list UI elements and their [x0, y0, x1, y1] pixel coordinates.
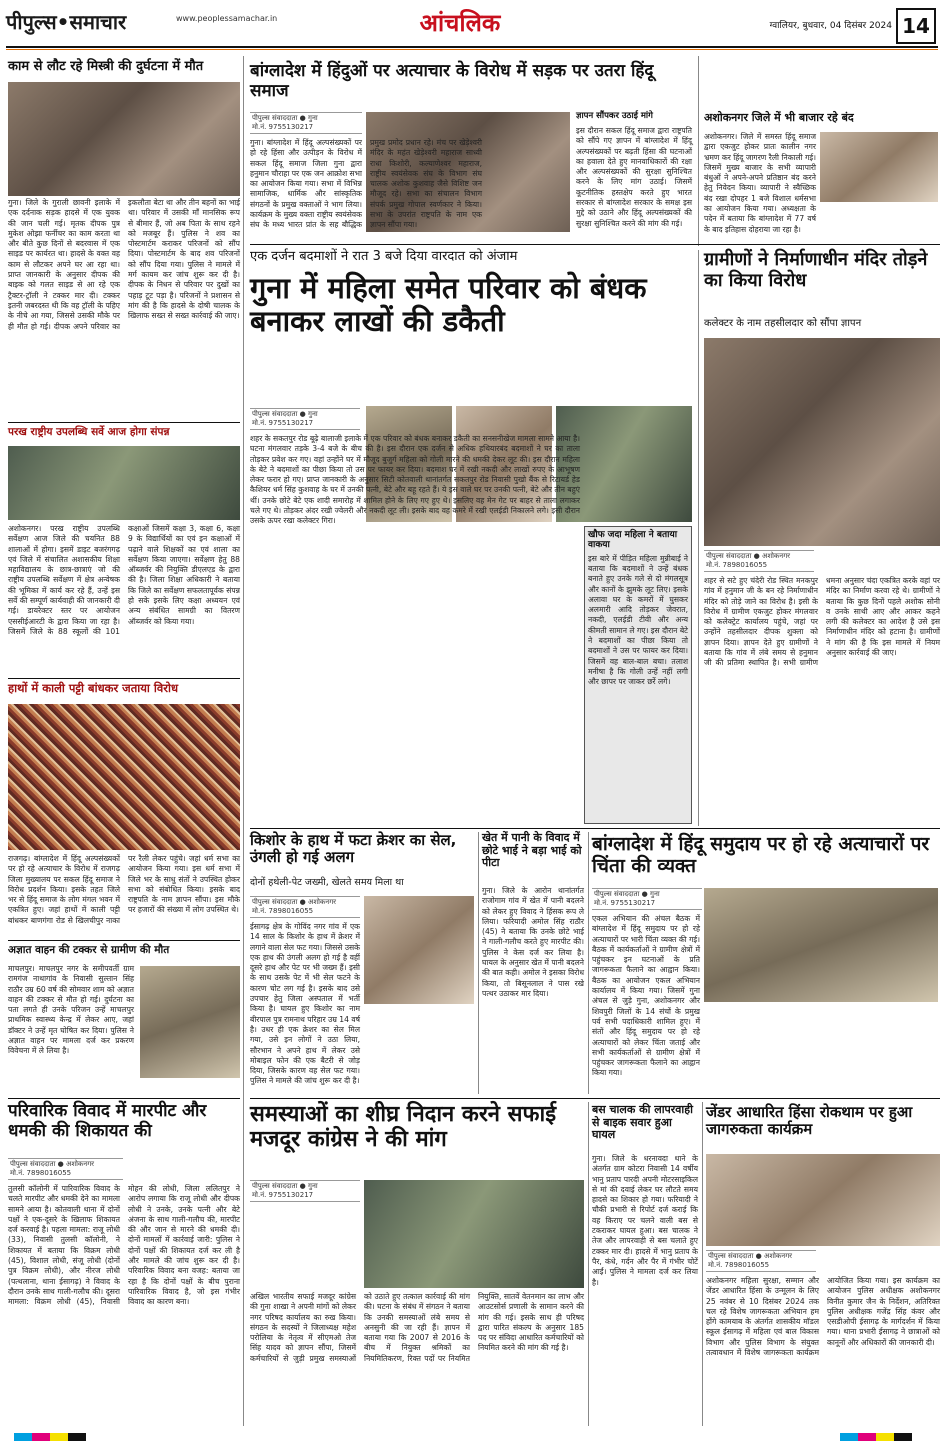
byline-mobile: मो.नं. 9755130217 [252, 123, 314, 131]
story14-headline: बस चालक की लापरवाही से बाइक सवार हुआ घायल [592, 1103, 693, 1142]
divider [250, 828, 940, 829]
column-divider [698, 56, 699, 246]
story3-headline: हाथों में काली पट्टी बांधकर जताया विरोध [8, 681, 179, 695]
story10-headline: किशोर के हाथ में फटा क्रेशर का सेल, उंगली हो गई अलग [250, 831, 457, 867]
story1-headline: काम से लौट रहे मिस्त्री की दुर्घटना में मौत [8, 59, 204, 74]
story15-body: अशोकनगर महिला सुरक्षा, सम्मान और जेंडर आधारित हिंसा के उन्मूलन के लिए 25 नवंबर से 10 दिसंबर 2024 तक चल रहे विशेष जागरूकता अभियान हम होंगे कामयाब के अंतर्गत शासकीय मॉडल स्कूल ईसागढ़ में महिला एवं बाल विकास विभाग और पुलिस विभाग के संयुक्त तत्वावधान में विशेष जागरूकता कार्यक्रम आयोजित किया गया। इस कार्यक्रम का आयोजन पुलिस अधीक्षक अशोकनगर विनीत कुमार जैन के निर्देशन, अतिरिक्त पुलिस अधीक्षक गजेंद्र सिंह कंवर और एसडीओपी ईसागढ़ के मार्गदर्शन में किया गया। थाना प्रभारी ईसागढ़ ने छात्राओं को कानूनों और अधिकारों की जानकारी दी। [706, 1276, 940, 1358]
story8-side-box [584, 526, 692, 824]
story3-photo [8, 704, 240, 850]
story13-photo [364, 1180, 584, 1288]
column-divider [243, 56, 244, 1426]
story10-byline [250, 896, 360, 918]
story8-kicker: एक दर्जन बदमाशों ने रात 3 बजे दिया वारदात को अंजाम [250, 249, 518, 264]
section-title: आंचलिक [419, 8, 501, 37]
print-color-bar-left [14, 1433, 86, 1441]
story5-byline [8, 1158, 123, 1180]
column-divider [698, 250, 699, 826]
story1-photo [8, 82, 240, 196]
story9-byline [704, 550, 814, 572]
byline-name: पीपुल्स संवाददाता ● अशोकनगर [252, 898, 336, 906]
byline-mobile: मो.नं. 7898016055 [10, 1169, 72, 1177]
story8-headline: गुना में महिला समेत परिवार को बंधक बनाकर लाखों की डकैती [250, 271, 647, 339]
story4-photo [140, 966, 240, 1078]
story10-photo [364, 896, 474, 1004]
story4-body: माचलपुर। माचलपुर नगर के समीपवर्ती ग्राम रामगंज नाथागांव के निवासी सुल्तान सिंह राठौर उम्र 60 वर्ष की सोमवार शाम को अज्ञात वाहन की टक्कर से मौत हो गई। दुर्घटना का पता लगते ही उनके परिजन उन्हें माचलपुर प्राथमिक स्वास्थ्य केन्द्र में लेकर आए, जहां डॉक्टर ने उन्हें मृत घोषित कर दिया। पुलिस ने अज्ञात वाहन पर मामला दर्ज कर प्रकरण विवेचना में ले लिया है। [8, 964, 135, 1056]
story7-photo [820, 132, 938, 202]
story7-body: अशोकनगर। जिले में समस्त हिंदू समाज द्वारा एकजुट होकर प्रातः कालीन नगर भ्रमण कर हिंदू जागरण रैली निकाली गई। जिसमें मुख्य बाजार के सभी व्यापारी बंधुओं ने अपने-अपने प्रतिष्ठान बंद करने हेतु निवेदन किया। व्यापारी ने स्वैच्छिक बंद रखा दोपहर 1 बजे विशाल धर्मसभा का आयोजन किया गया। अध्यक्षता के पदेन में बताया कि बांग्लादेश में 77 वर्ष के बाद इतिहास दोहराया जा रहा है। [704, 132, 816, 234]
edition-date: ग्वालियर, बुधवार, 04 दिसंबर 2024 [769, 21, 892, 31]
masthead-accent-rule [6, 49, 938, 50]
divider [8, 1098, 240, 1099]
divider [250, 244, 940, 245]
byline-name: पीपुल्स संवाददाता ● अशोकनगर [706, 552, 790, 560]
story9-subhead: कलेक्टर के नाम तहसीलदार को सौंपा ज्ञापन [704, 318, 862, 329]
divider [8, 940, 240, 941]
column-divider [588, 832, 589, 1094]
byline-name: पीपुल्स संवाददाता ● गुना [594, 890, 660, 898]
story6-byline [250, 112, 362, 134]
story11-body: गुना। जिले के आरोन थानांतर्गत राजोगाम गांव में खेत में पानी बदलने को लेकर हुए विवाद ने हिंसक रूप ले लिया। फरियादी अमोल सिंह राठौर (45) ने बताया कि उनके छोटे भाई ने गाली-गलौच करते हुए मारपीट की। पुलिस ने केस दर्ज कर लिया है। घायल के अनुसार खेत में पानी बदलने की बात कही। अमोल ने इसका विरोध किया, तो बिसूनलाल ने पास रखे पत्थर उठाकर मार दिया। [482, 886, 584, 998]
story6-subhead: ज्ञापन सौंपकर उठाई मांगे [576, 111, 653, 121]
story11-headline: खेत में पानी के विवाद में छोटे भाई ने बड़ा भाई को पीटा [482, 831, 582, 870]
column-divider [478, 832, 479, 1094]
story3-body: राजगढ़। बांग्लादेश में हिंदू अल्पसंख्यकों पर हो रहे अत्याचार के विरोध में राजगढ़ जिला मुख्यालय पर सकल हिंदू समाज ने विरोध प्रदर्शन किया। इसके तहत जिले भर से हिंदू समाज के लोग मंगल भवन में एकत्रित हुए। जहां हाथों में काली पट्टी बांधकर बाणगंगा रोड से खिलचीपुर नाका पर रैली लेकर पहुंचे। जहां धर्म सभा का आयोजन किया गया। इस धर्म सभा में जिले भर के साधु संतों ने उपस्थित होकर सभा को संबोधित किया। इसके बाद राष्ट्रपति के नाम ज्ञापन सौंपा। इस मौके पर हजारों की संख्या में लोग उपस्थित थे। [8, 854, 240, 925]
story14-body: गुना। जिले के धरनावदा थाने के अंतर्गत ग्राम कोटरा निवासी 14 वर्षीय भानु प्रताप पारदी अपनी मोटरसाइकिल से मां की दवाई लेकर घर लौटते समय हादसे का शिकार हो गया। फरियादी ने चौकी प्रभारी से रिपोर्ट दर्ज कराई कि वह किराए पर चलने वाली बस से टकराकर घायल हुआ। बस चालक ने तेज और लापरवाही से बस चलाते हुए टक्कर मार दी। हादसे में भानु प्रताप के पैर, कंधे, गर्दन और पैर में गंभीर चोटें आईं। पुलिस ने मामला दर्ज कर लिया है। [592, 1154, 698, 1287]
story12-photo [704, 888, 938, 1002]
story13-headline: समस्याओं का शीघ्र निदान करने सफाई मजदूर कांग्रेस ने की मांग [250, 1102, 557, 1153]
story12-headline: बांग्लादेश में हिंदू समुदाय पर हो रहे अत्याचारों पर चिंता की व्यक्त [592, 833, 930, 877]
byline-mobile: मो.नं. 7898016055 [708, 1261, 770, 1269]
story9-headline: ग्रामीणों ने निर्माणाधीन मंदिर तोड़ने का किया विरोध [704, 249, 928, 291]
byline-name: पीपुल्स संवाददाता ● गुना [252, 114, 318, 122]
story15-photo [706, 1154, 940, 1246]
byline-mobile: मो.नं. 7898016055 [706, 561, 768, 569]
story10-subhead: दोनों हथेली-पेट जख्मी, खेलते समय मिला था [250, 877, 404, 888]
masthead-rule [6, 46, 938, 48]
divider [8, 422, 240, 423]
story2-photo [8, 446, 240, 520]
story15-headline: जेंडर आधारित हिंसा रोकथाम पर हुआ जागरुकता कार्यक्रम [706, 1103, 913, 1139]
byline-name: पीपुल्स संवाददाता ● अशोकनगर [708, 1252, 792, 1260]
byline-name: पीपुल्स संवाददाता ● गुना [252, 1182, 318, 1190]
column-divider [702, 1102, 703, 1426]
story15-byline [706, 1250, 816, 1272]
story10-body: ईसागढ़ क्षेत्र के गोविंद नगर गांव में एक 14 साल के किशोर के हाथ में क्रेशर में लगाने वाला सेल फट गया। जिससे उसके एक हाथ की उंगली अलग हो गई है वहीं दूसरे हाथ और पेट पर भी जख्म हैं। इसी के साथ उसके पेट में भी सेल फटने के कारण चोट लग गई है। इसके बाद उसे उपचार हेतु जिला अस्पताल में भर्ती किया है। घायल हुए किशोर का नाम बीरपाल पुत्र रामनाथ परिहार उम्र 14 वर्ष है। उधर ही एक क्रेशर का सेल मिल गया, उसे इन लोगों ने उठा लिया, सौरभान ने अपने हाथ में लेकर उसे मोबाइल फोन की एक बैटरी से जोड़ दिया, जिसके कारण वह सेल फट गया। पुलिस ने मामले की जांच शुरू कर दी है। [250, 922, 360, 1086]
byline-mobile: मो.नं. 7898016055 [252, 907, 314, 915]
byline-mobile: मो.नं. 9755130217 [252, 1191, 314, 1199]
page-number: 14 [896, 8, 936, 44]
story4-headline: अज्ञात वाहन की टक्कर से ग्रामीण की मौत [8, 944, 170, 956]
story9-photo [704, 338, 940, 546]
story6-sub-body: इस दौरान सकल हिंदू समाज द्वारा राष्ट्रपति को सौंपे गए ज्ञापन में बांग्लादेश में हिंदू अल्पसंख्यकों पर बढ़ती हिंसा की घटनाओं का हवाला देते हुए मानवाधिकारों की रक्षा और अल्पसंख्यकों की सुरक्षा सुनिश्चित करने के लिए मांग उठाई। जिसमें कूटनीतिक हस्तक्षेप करते हुए भारत सरकार से बांग्लादेश सरकार के समक्ष इस मुद्दे को उठाने और हिंदू अल्पसंख्यकों की सुरक्षा सुनिश्चित करने की मांग की गई। [576, 126, 692, 228]
masthead-logo: पीपुल्स•समाचार [6, 10, 127, 34]
story6-body: गुना। बांग्लादेश में हिंदू अल्पसंख्यकों पर हो रहे हिंसा और उत्पीड़न के विरोध में सकल हिंदू समाज जिला गुना द्वारा हनुमान चौराहा पर एक जन आक्रोश सभा का आयोजन किया गया। सभा में विभिन्न सामाजिक, धार्मिक और सांस्कृतिक संगठनों के प्रमुख वक्ताओं ने भाग लिया। कार्यक्रम के मुख्य वक्ता राष्ट्रीय स्वयंसेवक संघ के मध्य भारत प्रांत के सह बौद्धिक [250, 138, 362, 230]
story2-headline: परख राष्ट्रीय उपलब्धि सर्वे आज होगा संपन्न [8, 426, 170, 438]
masthead-url: www.peoplessamachar.in [176, 14, 278, 23]
story8-byline [250, 408, 360, 430]
story2-body: अशोकनगर। परख राष्ट्रीय उपलब्धि सर्वेक्षण आज जिले की चयनित 88 शालाओं में होगा। इसमें डाइट बजरंगगढ़ एवं जिले में संचालित अशासकीय शिक्षा महाविद्यालय के छात्र-छात्राएं जो की राष्ट्रीय उपलब्धि सर्वेक्षण में क्षेत्र अन्वेषक की भूमिका में कार्य कर रहे हैं, उन्हें इस सर्वे की सम्पूर्ण कार्यवाही की जानकारी दी गई। डायरेक्टर स्तर पर आयोजन एससीईआरटी के द्वारा किया जा रहा है। जिसमें जिले के 88 स्कूलों की 101 कक्षाओं जिसमें कक्षा 3, कक्षा 6, कक्षा 9 के विद्यार्थियों का एवं इन कक्षाओं में पढ़ाने वाले शिक्षकों का एवं शाला का सर्वेक्षण किया जाएगा। सर्वेक्षण हेतु 88 ऑब्जर्वर की नियुक्ति डीएलएड के द्वारा की है। जिला शिक्षा अधिकारी ने बताया कि जिले का सर्वेक्षण सफलतापूर्वक संपन्न हो सके इसके लिए कक्षा अध्ययन एवं अन्य संबंधित सामग्री का वितरण ऑब्जर्वर को किया गया। [8, 524, 240, 636]
story9-body: शहर से सटे हुए चंदेरी रोड स्थित मनकपुर गांव में हनुमान जी के बन रहे निर्माणाधीन मंदिर को तोड़े जाने का विरोध है। इसी के विरोध में ग्रामीण एकजुट होकर मंगलवार को कलेक्ट्रेट कार्यालय पहुंचे, जहां पर उन्होंने तहसीलदार दीपक शुक्ला को ज्ञापन दिया। ज्ञापन देते हुए ग्रामीणों ने बताया कि गांव में लंबे समय से हनुमान जी की प्रतिमा स्थापित है। सभी ग्रामीण धमना अनुसार चंदा एकत्रित करके वहां पर मंदिर का निर्माण करवा रहे थे। ग्रामीणों ने बताया कि कुछ दिनों पहले अशोक सोनी व उनके साथी आए और आकर कहने लगी की कलेक्टर का आदेश है उसे इस निर्माणाधीन मंदिर को हटाना है। ग्रामीणों ने मांग की है कि इस मामले में नियम अनुसार कार्रवाई की जाए। [704, 576, 940, 668]
byline-name: पीपुल्स संवाददाता ● गुना [252, 410, 318, 418]
column-divider [588, 1102, 589, 1426]
story1-body: गुना। जिले के गुराली छावनी इलाके में एक दर्दनाक सड़क हादसे में एक युवक की जान चली गई। मृतक दीपक पुत्र मुकेश ओझा फर्नीचर का काम करता था और बीते कुछ दिनों से बदरवास में एक साइड पर कार्यरत था। हादसे के वक्त वह काम से लौटकर अपने घर आ रहा था। प्राप्त जानकारी के अनुसार दीपक की बाइक को गलत साइड से आ रहे एक ट्रैक्टर-ट्रॉली ने टक्कर मार दी। टक्कर इतनी जबरदस्त थी कि वह ट्रॉली के पहिए के नीचे आ गया, जिससे उसकी मौके पर ही मौत हो गई। दीपक अपने परिवार का इकलौता बेटा था और तीन बहनों का भाई था। परिवार में उसकी माँ मानसिक रूप से बीमार हैं, जो अब पिता के साथ रहने को मजबूर हैं। पुलिस ने शव का पोस्टमार्टम कराकर परिजनों को सौंप दिया। पोस्टमार्टम के बाद शव परिजनों को सौंप दिया गया। पुलिस ने मामले में मर्ग कायम कर जांच शुरू कर दी है। दीपक के निधन से परिवार पर दुखों का पहाड़ टूट पड़ा है। परिजनों ने प्रशासन से मांग की है कि हादसे के दोषी चालक के खिलाफ सख्त से सख्त कार्रवाई की जाए। [8, 198, 240, 331]
byline-mobile: मो.नं. 9755130217 [594, 899, 656, 907]
byline-name: पीपुल्स संवाददाता ● अशोकनगर [10, 1160, 94, 1168]
story12-byline [592, 888, 702, 910]
story13-body: अखिल भारतीय सफाई मजदूर कांग्रेस की गुना शाखा ने अपनी मांगों को लेकर नगर परिषद कार्यालय का रुख किया। संगठन के सदस्यों ने जिलाध्यक्ष महेश परोलिया के नेतृत्व में सीएमओ तेज सिंह यादव को ज्ञापन सौंपा, जिसमें कर्मचारियों से जुड़ी प्रमुख समस्याओं को उठाते हुए तत्काल कार्रवाई की मांग की। घटना के संबंध में संगठन ने बताया कि उनकी समस्याओं लंबे समय से अनसुनी की जा रही हैं। ज्ञापन में बताया गया कि 2007 से 2016 के बीच में नियुक्त श्रमिकों का नियमितिकरण, रिक्त पदों पर नियमित नियुक्ति, सातवें वेतनमान का लाभ और आउटसोर्स प्रणाली के सामान करने की मांग की गई। इसके साथ ही परिषद द्वारा पारित संकल्प के अनुसार 185 पद पर संविदा आधारित कर्मचारियों को नियमित करने की मांग की गई है। [250, 1292, 584, 1363]
byline-mobile: मो.नं. 9755130217 [252, 419, 314, 427]
divider [250, 1098, 940, 1099]
story8-box-body: इस बारे में पीड़ित महिला मुन्नीबाई ने बताया कि बदमाशों ने उन्हें बंधक बनाते हुए उनके गले से दो मंगलसूत्र और कानों के झुमके लूट लिए। इसके अलावा घर के कमरों में घुसकर अलमारी आदि तोड़कर जेवरात, नकदी, एलईडी टीवी और अन्य कीमती सामान ले गए। इस दौरान बेटे ने बदमाशों का पीछा किया तो बदमाशों ने उस पर फायर कर दिया। जिसमें वह बाल-बाल बचा। तलाश मनीषा है कि गोली उन्हें नहीं लगी और छापर पर जाकर छर्रे लगे। [588, 553, 688, 687]
story5-body: तुलसी कॉलोनी में पारिवारिक विवाद के चलते मारपीट और धमकी देने का मामला सामने आया है। कोतवाली थाना में दोनों पक्षों ने एक-दूसरे के खिलाफ शिकायत दर्ज करवाई है। पहला मामला: राजू लोधी (33), निवासी तुलसी कॉलोनी, ने शिकायत में बताया कि विक्रम लोधी (45), विशाल लोधी, संजू लोधी (दोनों पुत्र विक्रम लोधी), और नीरज लोधी (पत्थलाना, थाना ईसागढ़) ने विवाद के दौरान उनके साथ गाली-गलौच की। दूसरा मामला: विक्रम लोधी (45), निवासी मोहन की लोधी, जिला ललितपुर ने आरोप लगाया कि राजू लोधी और दीपक लोधी ने उनके, उनके पत्नी और बेटे अंजना के साथ गाली-गलौच की, मारपीट की और जान से मारने की धमकी दी। दोनों मामलों में कार्रवाई जारी: पुलिस ने दोनों पक्षों की शिकायत दर्ज कर ली है और मामले की जांच शुरू कर दी है। परिवारिक विवाद बना वजह: बताया जा रहा है कि दोनों पक्षों के बीच पुराना पारिवारिक विवाद है, जो इस गंभीर विवाद का कारण बना। [8, 1184, 240, 1307]
divider [8, 678, 240, 679]
story5-headline: परिवारिक विवाद में मारपीट और धमकी की शिकायत की [8, 1101, 207, 1141]
story6-headline: बांग्लादेश में हिंदुओं पर अत्याचार के विरोध में सड़क पर उतरा हिंदू समाज [250, 61, 654, 101]
story13-byline [250, 1180, 360, 1202]
story7-headline: अशोकनगर जिले में भी बाजार रहे बंद [704, 111, 854, 124]
story12-body: एकल अभियान की अंचल बैठक में बांग्लादेश में हिंदू समुदाय पर हो रहे अत्याचारों पर भारी चिंता व्यक्त की गई। बैठक में कार्यकर्ताओं ने ग्रामीण क्षेत्रों में पहुंचकर इन घटनाओं के प्रति जागरूकता फैलाने का आह्वान किया। बैठक का आयोजन एकल अभियान कार्यालय में किया गया। जिसमें गुना अंचल से जुड़े गुना, अशोकनगर और शिवपुरी जिलों के 14 संचों के प्रमुख पर्व सभी पदाधिकारी शामिल हुए। में संतों और हिंदू समुदाय पर हो रहे अत्याचारों को लेकर चिंता जताई और सभी कार्यकर्ताओं से ग्रामीण क्षेत्रों में पहुंचकर जागरूकता फैलाने का आह्वान किया गया। [592, 914, 700, 1078]
print-color-bar-right [840, 1433, 912, 1441]
story8-box-headline: खौफ जदा महिला ने बताया वाकया [588, 530, 678, 551]
story8-body: शहर के सकतपुर रोड बूढ़े बालाजी इलाके में एक परिवार को बंधक बनाकर डकैती का सनसनीखेज मामला सामने आया है। घटना मंगलवार तड़के 3-4 बजे के बीच की है। इस दौरान एक दर्जन से अधिक हथियारबंद बदमाशों ने घर का ताला तोड़कर प्रवेश कर गए। वहां उन्होंने घर में मौजूद बुजुर्ग महिला को गोली मारने की धमकी देकर लूट की। इस दौरान महिला के बेटे ने बदमाशों का पीछा किया तो उस पर फायर कर दिया। बदमाश घर में रखी नकदी और लाखों रुपए के आभूषण लेकर फरार हो गए। प्राप्त जानकारी के अनुसार सिटी कोतवाली थानांतर्गत सकतपुर रोड निवासी पुखो बैंक से रिटायर्ड हेड कैशियर धर्म सिंह कुशवाह के घर में उनकी पत्नी, बेटे और बहू रहते हैं। ये इस वाले घर पर उनकी पत्नी, बेटे और तीन बहुएं थीं। उनके छोटे बेटे एक शादी समारोह में शामिल होने के लिए गए हुए थे। इसलिए वह मेन गेट पर बाहर से ताला लगाकर चले गए थे। तोड़कर अंदर रखी ज्वेलरी और नकदी लूट ली। इसके बाद वह कमरे में रखी एलईडी निकालने लगे। इसी दौरान उसके ऊपर रखा कलेक्टर गिरा। [250, 434, 580, 526]
